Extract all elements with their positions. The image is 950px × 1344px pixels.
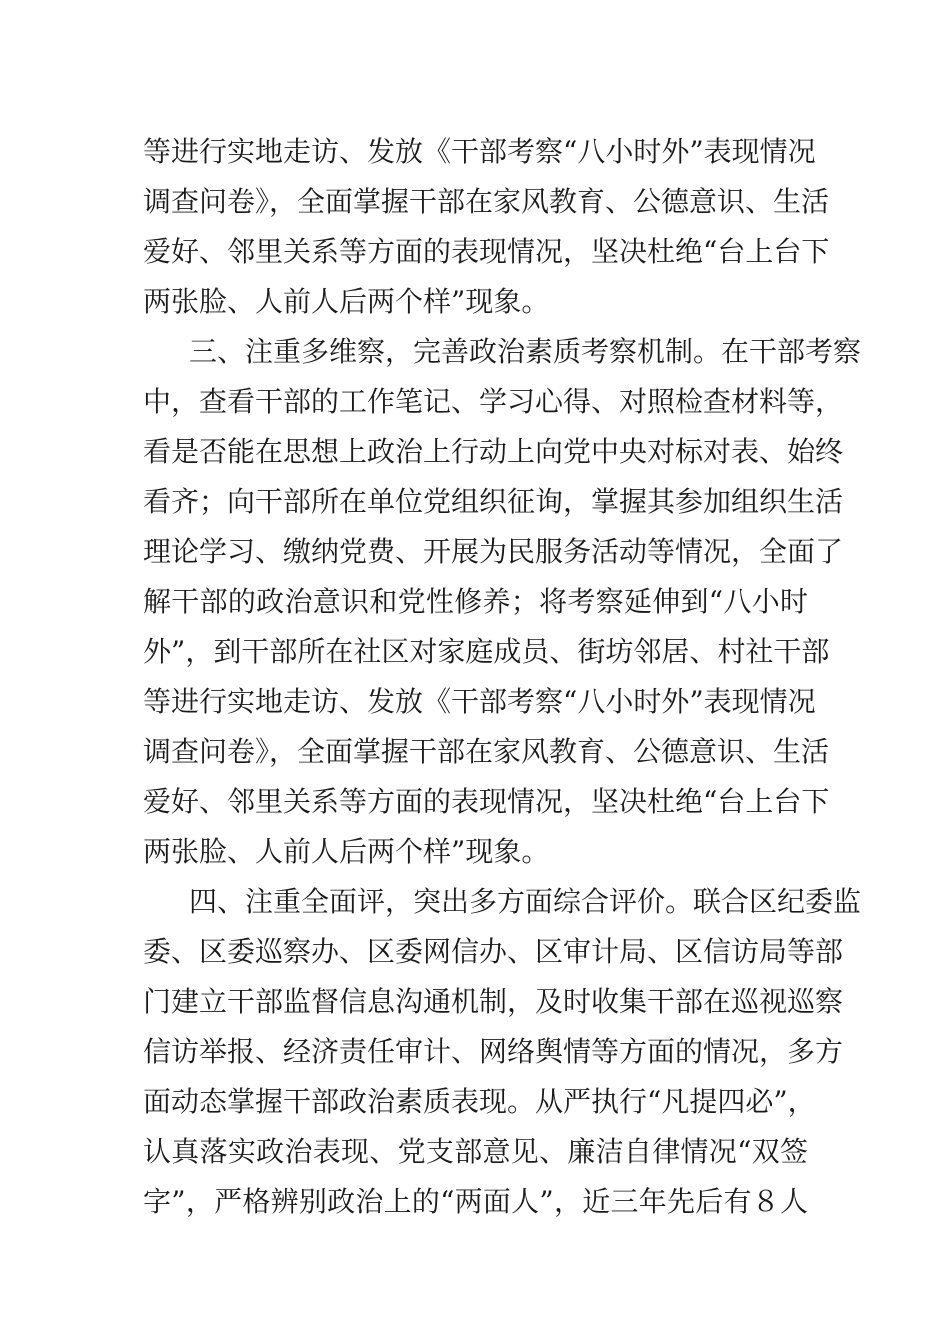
text-line: 中，查看干部的工作笔记、学习心得、对照检查材料等， bbox=[143, 385, 844, 418]
text-line: 看齐；向干部所在单位党组织征询，掌握其参加组织生活 bbox=[143, 485, 844, 518]
text-line: 外”，到干部所在社区对家庭成员、街坊邻居、村社干部 bbox=[143, 635, 830, 668]
text-line: 三、注重多维察，完善政治素质考察机制。在干部考察 bbox=[189, 335, 862, 368]
paragraph-2 bbox=[143, 327, 862, 877]
text-line: 调查问卷》，全面掌握干部在家风教育、公德意识、生活 bbox=[143, 185, 830, 218]
text-line: 认真落实政治表现、党支部意见、廉洁自律情况“双签 bbox=[143, 1135, 808, 1168]
text-line: 等进行实地走访、发放《干部考察“八小时外”表现情况 bbox=[143, 685, 816, 718]
text-line: 等进行实地走访、发放《干部考察“八小时外”表现情况 bbox=[143, 135, 816, 168]
text-line: 爱好、邻里关系等方面的表现情况，坚决杜绝“台上台下 bbox=[143, 235, 830, 268]
text-line: 字”，严格辨别政治上的“两面人”，近三年先后有８人 bbox=[143, 1185, 808, 1218]
text-line: 两张脸、人前人后两个样”现象。 bbox=[143, 285, 550, 318]
text-line: 信访举报、经济责任审计、网络舆情等方面的情况，多方 bbox=[143, 1035, 844, 1068]
text-line: 爱好、邻里关系等方面的表现情况，坚决杜绝“台上台下 bbox=[143, 785, 830, 818]
text-line: 解干部的政治意识和党性修养；将考察延伸到“八小时 bbox=[143, 585, 808, 618]
text-line: 调查问卷》，全面掌握干部在家风教育、公德意识、生活 bbox=[143, 735, 830, 768]
text-line: 看是否能在思想上政治上行动上向党中央对标对表、始终 bbox=[143, 435, 844, 468]
text-line: 四、注重全面评，突出多方面综合评价。联合区纪委监 bbox=[189, 885, 862, 918]
text-line: 理论学习、缴纳党费、开展为民服务活动等情况，全面了 bbox=[143, 535, 844, 568]
text-line: 门建立干部监督信息沟通机制，及时收集干部在巡视巡察 bbox=[143, 985, 844, 1018]
paragraph-3 bbox=[143, 877, 862, 1227]
paragraph-1 bbox=[143, 127, 830, 327]
text-line: 两张脸、人前人后两个样”现象。 bbox=[143, 835, 550, 868]
text-line: 面动态掌握干部政治素质表现。从严执行“凡提四必”， bbox=[143, 1085, 816, 1118]
text-line: 委、区委巡察办、区委网信办、区审计局、区信访局等部 bbox=[143, 935, 844, 968]
document-body bbox=[143, 127, 862, 1227]
